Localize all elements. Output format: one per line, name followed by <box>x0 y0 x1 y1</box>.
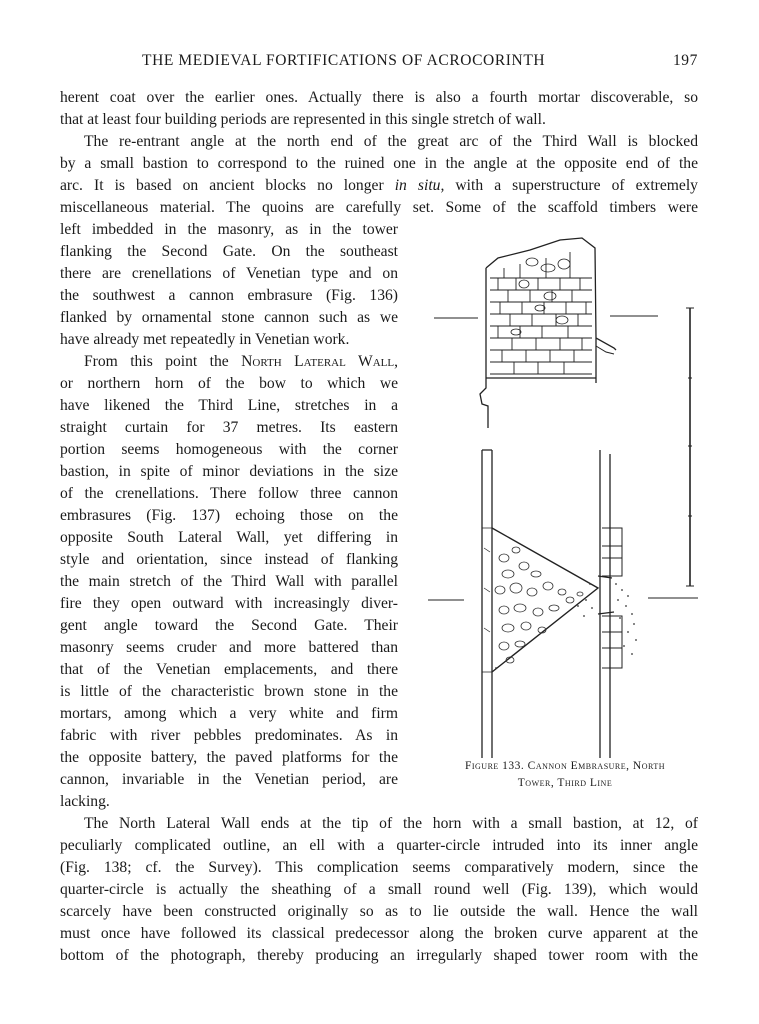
text-line: embrasures (Fig. 137) echoing those on the <box>60 507 398 524</box>
text-line: From this point the North Lateral Wall, <box>84 353 398 370</box>
text-line: by a small bastion to correspond to the ruined one in the angle at the opposite end of the <box>60 155 698 172</box>
text-line: gent angle toward the Second Gate. Their <box>60 617 398 634</box>
running-title: THE MEDIEVAL FORTIFICATIONS OF ACROCORINTH <box>142 52 546 69</box>
text-line: masonry seems cruder and more battered than <box>60 639 398 656</box>
text-line: that at least four building periods are represented in this single stretch of wall. <box>60 111 546 128</box>
text-line: the opposite battery, the paved platforms for the <box>60 749 398 766</box>
running-head <box>60 52 700 74</box>
page-number: 197 <box>672 52 698 69</box>
text-line: have likened the Third Line, stretches in a <box>60 397 398 414</box>
figure-drawing <box>420 228 710 758</box>
text-line: bastion, in spite of minor deviations in the size <box>60 463 398 480</box>
text-line: miscellaneous material. The quoins are carefully set. Some of the scaffold timbers were <box>60 199 698 216</box>
text-line: that of the Venetian emplacements, and there <box>60 661 398 678</box>
text-line: the main stretch of the Third Wall with parallel <box>60 573 398 590</box>
caption-line: Tower, Third Line <box>517 777 613 789</box>
text-line: The re-entrant angle at the north end of the great arc of the Third Wall is blocked <box>84 133 698 150</box>
text-line: flanked by ornamental stone cannon such as we <box>60 309 398 326</box>
text-line: fabric with river pebbles predominates. As in <box>60 727 398 744</box>
text-line: scarcely have been constructed originally so as to lie outside the wall. Hence the wall <box>60 903 698 920</box>
figure-caption <box>415 758 715 792</box>
text-line: must once have followed its classical predecessor along the broken curve apparent at the <box>60 925 698 942</box>
text-line: herent coat over the earlier ones. Actually there is also a fourth mortar discoverable, so <box>60 89 698 106</box>
text-line: opposite South Lateral Wall, yet differing in <box>60 529 398 546</box>
text-line: peculiarly complicated outline, an ell with a quarter-circle intruded into its inner angle <box>60 837 698 854</box>
text-line: is little of the characteristic brown stone in the <box>60 683 398 700</box>
text-line: (Fig. 138; cf. the Survey). This complication seems comparatively modern, since the <box>60 859 698 876</box>
text-line: style and orientation, since instead of flanking <box>60 551 398 568</box>
text-line: have already met repeatedly in Venetian work. <box>60 331 350 348</box>
text-line: flanking the Second Gate. On the southeast <box>60 243 398 260</box>
text-line: cannon, invariable in the Venetian period, are <box>60 771 398 788</box>
text-line: the southwest a cannon embrasure (Fig. 136) <box>60 287 398 304</box>
text-line: bottom of the photograph, thereby producing an irregularly shaped tower room with the <box>60 947 698 964</box>
text-line: or northern horn of the bow to which we <box>60 375 398 392</box>
text-line: portion seems homogeneous with the corner <box>60 441 398 458</box>
text-line: mortars, among which a very white and firm <box>60 705 398 722</box>
elevation-outline <box>480 238 616 428</box>
text-line: fire they open outward with increasingly diver- <box>60 595 398 612</box>
text-line: arc. It is based on ancient blocks no longer in situ, with a superstructure of extremely <box>60 177 698 194</box>
caption-line: Figure 133. Cannon Embrasure, North <box>464 760 666 772</box>
text-line: straight curtain for 37 metres. Its eastern <box>60 419 398 436</box>
text-line: of the crenellations. There follow three cannon <box>60 485 398 502</box>
text-line: The North Lateral Wall ends at the tip of the horn with a small bastion, at 12, of <box>84 815 698 832</box>
text-line: lacking. <box>60 793 110 810</box>
text-line: there are crenellations of Venetian type and on <box>60 265 398 282</box>
text-line: quarter-circle is actually the sheathing of a small round well (Fig. 139), which would <box>60 881 698 898</box>
text-line: left imbedded in the masonry, as in the tower <box>60 221 398 238</box>
